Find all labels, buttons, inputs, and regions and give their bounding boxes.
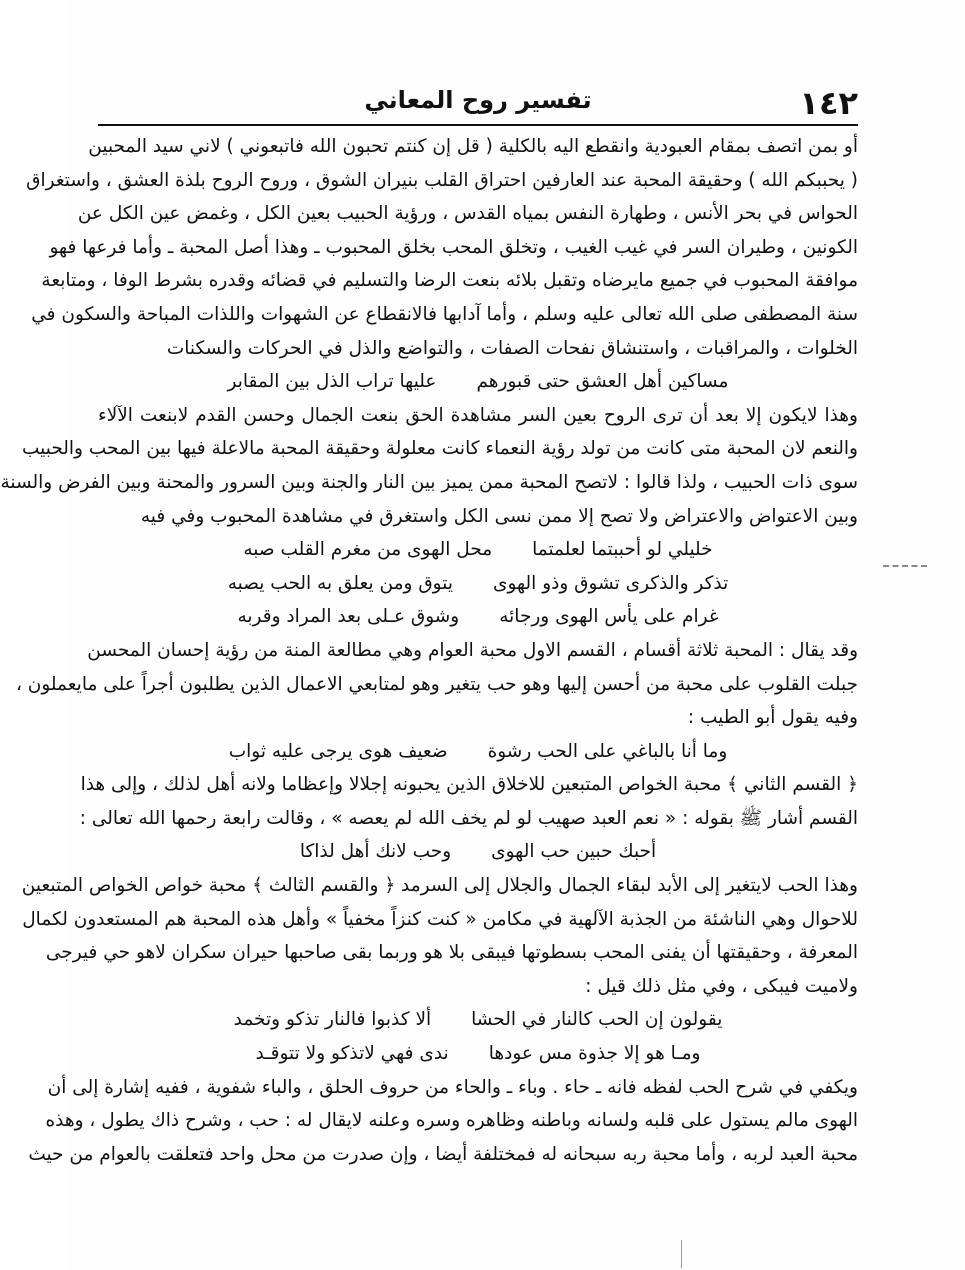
verse-line xyxy=(98,365,858,399)
verse-hemistich-second: عليها تراب الذل بين المقابر xyxy=(227,371,437,393)
verse-hemistich-first: أحبك حبين حب الهوى xyxy=(491,841,657,863)
fold-line xyxy=(681,1240,682,1268)
verse-hemistich-first: تذكر والذكرى تشوق وذو الهوى xyxy=(492,572,729,594)
verse-hemistich-first: غرام على يأس الهوى ورجائه xyxy=(499,606,719,628)
verse-line xyxy=(98,1037,858,1071)
text-line: محبة العبد لربه ، وأما محبة ربه سبحانه له فمختلفة أيضا ، وإن صدرت من محل واحد فتعلقت بالعوام من حيث xyxy=(28,1143,858,1165)
verse-hemistich-first: يقولون إن الحب كالنار في الحشا xyxy=(471,1009,723,1031)
text-line: الحواس في بحر الأنس ، وطهارة النفس بمياه القدس ، ورؤية الحبيب بعين الكل ، وغمض عين الكل عن xyxy=(77,203,858,225)
page-header xyxy=(98,82,858,126)
text-line: وهذا لايكون إلا بعد أن ترى الروح بعين السر مشاهدة الحق بنعت الجمال وحسن القدم لابنعت الآلاء xyxy=(98,404,858,426)
text-line: الكونين ، وطيران السر في غيب الغيب ، وتخلق المحب بخلق المحبوب ـ وهذا أصل المحبة ـ وأما فرعها فهو xyxy=(49,236,858,258)
verse-line xyxy=(98,735,858,769)
text-line: وفيه يقول أبو الطيب : xyxy=(687,707,858,729)
page-number: ١٤٢ xyxy=(799,84,858,122)
verse-line xyxy=(98,600,858,634)
verse-hemistich-second: ألا كذبوا فالنار تذكو وتخمد xyxy=(233,1009,432,1031)
text-line: جبلت القلوب على محبة من أحسن إليها وهو حب يتغير وهو لمتابعي الاعمال الذين يطلبون أجراً على مايعملون ، xyxy=(15,673,858,695)
text-line: للاحوال وهي الناشئة من الجذبة الآلهية في مكامن « كنت كنزاً مخفياً » وأهل هذه المحبة هم المستعدون لكمال xyxy=(22,908,858,930)
header-rule xyxy=(98,124,858,126)
text-line: ولاميت فيبكى ، وفي مثل ذلك قيل : xyxy=(585,975,858,997)
verse-hemistich-second: ضعيف هوى يرجى عليه ثواب xyxy=(228,740,448,762)
text-line: ﴿ القسم الثاني ﴾ محبة الخواص المتبعين للاخلاق الذين يحبونه إجلالا وإعظاما ولانه أهل لذلك ، وإلى هذا xyxy=(80,774,858,796)
text-line: ويكفي في شرح الحب لفظه فانه ـ حاء . وباء ـ والحاء من حروف الحلق ، والباء شفوية ، ففيه إشارة إلى أن xyxy=(47,1076,858,1098)
verse-hemistich-first: خليلي لو أحببتما لعلمتما xyxy=(532,539,713,561)
verse-hemistich-second: ندى فهي لاتذكو ولا تتوقـد xyxy=(255,1043,449,1065)
margin-mark xyxy=(883,565,927,567)
text-line: ( يحببكم الله ) وحقيقة المحبة عند العارفين احتراق القلب بنيران الشوق ، وروح الروح بلذة العشق ، واستغراق xyxy=(26,169,858,191)
text-line: وقد يقال : المحبة ثلاثة أقسام ، القسم الاول محبة العوام وهي مطالعة المنة من رؤية إحسان المحسن xyxy=(87,639,858,661)
verse-hemistich-second: وحب لانك أهل لذاكا xyxy=(299,841,452,863)
text-line: أو بمن اتصف بمقام العبودية وانقطع اليه بالكلية ( قل إن كنتم تحبون الله فاتبعوني ) لاني سيد المحبين xyxy=(88,136,858,157)
running-title: تفسير روح المعاني xyxy=(364,86,592,114)
text-line: وبين الاعتواض والاعتراض ولا تصح إلا ممن نسى الكل واستغرق في مشاهدة المحبوب وفي فيه xyxy=(140,505,858,527)
page-body xyxy=(0,130,858,1171)
verse-hemistich-second: وشوق عـلى بعد المراد وقربه xyxy=(237,606,460,628)
verse-hemistich-first: ومـا هو إلا جذوة مس عودها xyxy=(488,1043,701,1065)
verse-hemistich-second: محل الهوى من مغرم القلب صبه xyxy=(243,539,493,561)
text-line: موافقة المحبوب في جميع مايرضاه وتقبل بلائه بنعت الرضا والتسليم في قضائه وقدره بشرط الوفا ، ومتابعة xyxy=(41,270,858,292)
text-line: القسم أشار ﷺ بقوله : « نعم العبد صهيب لو لم يخف الله لم يعصه » ، وقالت رابعة رحمها الله تعالى : xyxy=(79,807,858,829)
text-line: سوى ذات الحبيب ، ولذا قالوا : لاتصح المحبة ممن يميز بين النار والجنة وبين السرور والمحنة وبين الفرض والسنة xyxy=(0,471,858,493)
text-line: الهوى مالم يستول على قلبه ولسانه وباطنه وظاهره وسره وعلنه لايقال له : حب ، وشرح ذاك يطول ، وهذه xyxy=(45,1110,858,1132)
verse-hemistich-second: يتوق ومن يعلق به الحب يصبه xyxy=(227,572,453,594)
verse-line xyxy=(98,567,858,601)
verse-line xyxy=(98,533,858,567)
text-line: والنعم لان المحبة متى كانت من تولد رؤية النعماء كانت معلولة وحقيقة المحبة مالاعلة فيها بين المحب والحبيب xyxy=(22,438,858,460)
verse-line xyxy=(98,835,858,869)
text-line: وهذا الحب لايتغير إلى الأبد لبقاء الجمال والجلال إلى السرمد ﴿ والقسم الثالث ﴾ محبة خواص الخواص المتبعين xyxy=(21,875,858,897)
text-line: سنة المصطفى صلى الله تعالى عليه وسلم ، وأما آدابها فالانقطاع عن الشهوات واللذات المباحة والسكون في xyxy=(31,303,858,325)
verse-hemistich-first: وما أنا بالباغي على الحب رشوة xyxy=(487,740,728,762)
verse-line xyxy=(98,1003,858,1037)
text-line: المعرفة ، وحقيقتها أن يفنى المحب بسطوتها فيبقى بلا هو وربما بقى صاحبها حيران سكران لاهو حي فيرجى xyxy=(45,942,858,964)
text-line: الخلوات ، والمراقبات ، واستنشاق نفحات الصفات ، والتواضع والذل في الحركات والسكنات xyxy=(166,337,858,359)
verse-hemistich-first: مساكين أهل العشق حتى قبورهم xyxy=(476,371,729,393)
